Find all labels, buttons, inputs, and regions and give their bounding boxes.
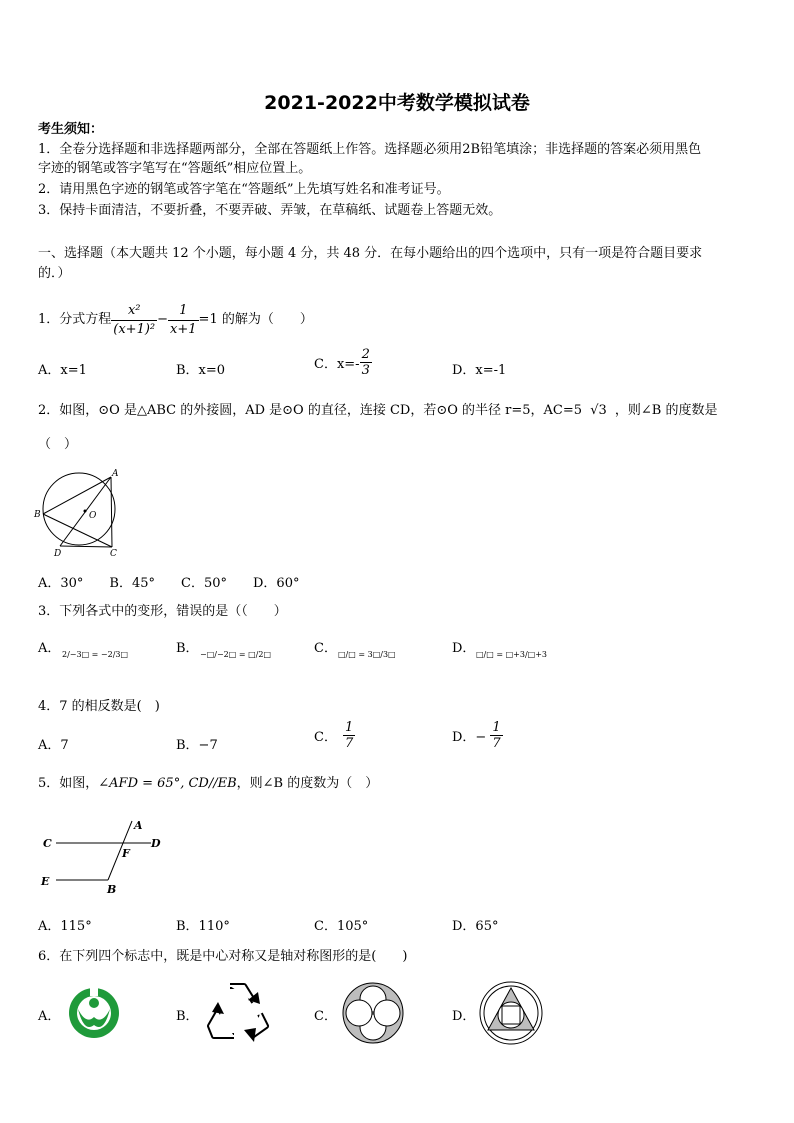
numerator: 1 [344,720,354,735]
denominator: 3 [361,363,370,378]
notice-heading: 考生须知： [38,122,104,137]
q4-option-d-label: D．− [452,730,487,745]
question-1-fraction-1 [111,302,157,339]
question-5-prefix: 5．如图， [38,776,99,791]
question-6: 6．在下列四个标志中，既是中心对称又是轴对称图形的是( ) [38,949,408,964]
question-5-math: ∠AFD = 65°, CD//EB [98,776,237,791]
q3-option-c-expr: □/□ = 3□/3□ [338,650,396,659]
q3-option-d-expr: □/□ = □+3/□+3 [476,650,547,659]
triangle-circle-logo-icon [478,980,544,1046]
label-b: B [34,510,41,520]
four-petal-logo-icon [340,981,406,1045]
question-3: 3．下列各式中的变形，错误的是（（ ） [38,604,287,619]
denominator: 7 [492,736,501,751]
q4-option-c-fraction [343,720,355,751]
circle-figure [32,465,132,560]
label-d: D [151,837,161,850]
label-e: E [41,875,50,888]
q3-option-a-expr: 2/−3□ = −2/3□ [62,650,129,659]
question-2 [38,402,717,420]
q6-option-c: C． [314,1009,337,1024]
label-c: C [110,549,117,559]
q1-option-c-prefix: C．x=- [314,357,360,372]
q6-option-b: B． [176,1009,199,1024]
question-1-suffix: =1 的解为（ ） [198,312,313,327]
question-2-text-end: ，则∠B 的度数是 [614,403,718,418]
question-1-fraction-2 [168,302,199,339]
q2-options: A．30° B．45° C．50° D．60° [38,576,300,591]
q3-option-b-label: B． [176,641,199,656]
question-2-paren: （ ） [38,437,78,452]
segment-bc [43,514,112,547]
q1-option-c-fraction [360,347,372,378]
q4-option-d [452,720,503,751]
q3-option-b-expr: −□/−2□ = □/2□ [200,650,271,659]
notice-item-3: 3．保持卡面清洁，不要折叠，不要弄破、弄皱，在草稿纸、试题卷上答题无效。 [38,203,502,218]
section-1-heading-line-1: 一、选择题（本大题共 12 个小题，每小题 4 分，共 48 分．在每小题给出的四个选项中，只有一项是符合题目要求 [38,246,703,261]
fraction-2-denominator: x+1 [170,321,197,337]
q6-option-d: D． [452,1009,476,1024]
label-d: D [54,549,62,559]
label-a: A [112,469,119,479]
q3-option-a-label: A． [38,641,61,656]
label-o: O [89,511,97,521]
page-title: 2021-2022中考数学模拟试卷 [264,92,530,114]
section-1-heading-line-2: 的．） [38,266,71,281]
recycle-icon [204,978,270,1042]
segment-dc [60,546,112,547]
q3-option-c-label: C． [314,641,337,656]
fraction-1-denominator: (x+1)² [113,321,156,337]
label-a: A [134,819,143,832]
q4-option-a: A．7 [38,738,69,753]
notice-item-1-line-2: 字迹的钢笔或答字笔写在“答题纸”相应位置上。 [38,161,312,176]
q5-option-d: D．65° [452,919,499,934]
q4-option-c [314,720,355,751]
center-point [84,510,87,513]
q1-option-c [314,347,372,378]
q1-option-a: A．x=1 [38,363,87,378]
q5-option-b: B．110° [176,919,230,934]
q4-option-c-label: C． [314,730,337,745]
numerator: 2 [361,347,370,362]
question-1-prefix: 1．分式方程 [38,312,112,327]
q1-option-d: D．x=-1 [452,363,507,378]
question-2-text: 2．如图，⊙O 是△ABC 的外接圆，AD 是⊙O 的直径，连接 CD，若⊙O 的半径 r=5，AC=5 [38,403,583,418]
question-5-suffix: ，则∠B 的度数为（ ） [236,776,379,791]
question-1 [38,300,313,340]
q4-option-b: B．−7 [176,738,218,753]
notice-item-1-line-1: 1．全卷分选择题和非选择题两部分，全部在答题纸上作答。选择题必须用2B铅笔填涂；非选择题的答案必须用黑色 [38,142,702,157]
segment-ac [111,477,112,547]
q6-option-a: A． [38,1009,61,1024]
label-f: F [122,847,130,860]
denominator: 7 [344,736,354,751]
q3-option-d-label: D． [452,641,476,656]
numerator: 1 [492,720,501,735]
fraction-1-numerator: x² [111,302,157,321]
label-b: B [107,883,117,896]
q4-option-d-fraction [490,720,502,751]
minus-sign: − [157,312,169,327]
circle-o [43,473,115,545]
q1-option-b: B．x=0 [176,363,226,378]
segment-ab [43,477,111,514]
green-food-logo-icon [64,985,124,1041]
label-c: C [43,837,52,850]
q5-option-a: A．115° [38,919,92,934]
sqrt-3: √3 [590,403,607,418]
question-4: 4．7 的相反数是( ) [38,699,160,714]
notice-item-2: 2．请用黑色字迹的钢笔或答字笔在“答题纸”上先填写姓名和准考证号。 [38,182,450,197]
question-5 [38,775,378,793]
q5-option-c: C．105° [314,919,369,934]
fraction-2-numerator: 1 [168,302,199,321]
parallel-lines-figure [36,815,176,900]
